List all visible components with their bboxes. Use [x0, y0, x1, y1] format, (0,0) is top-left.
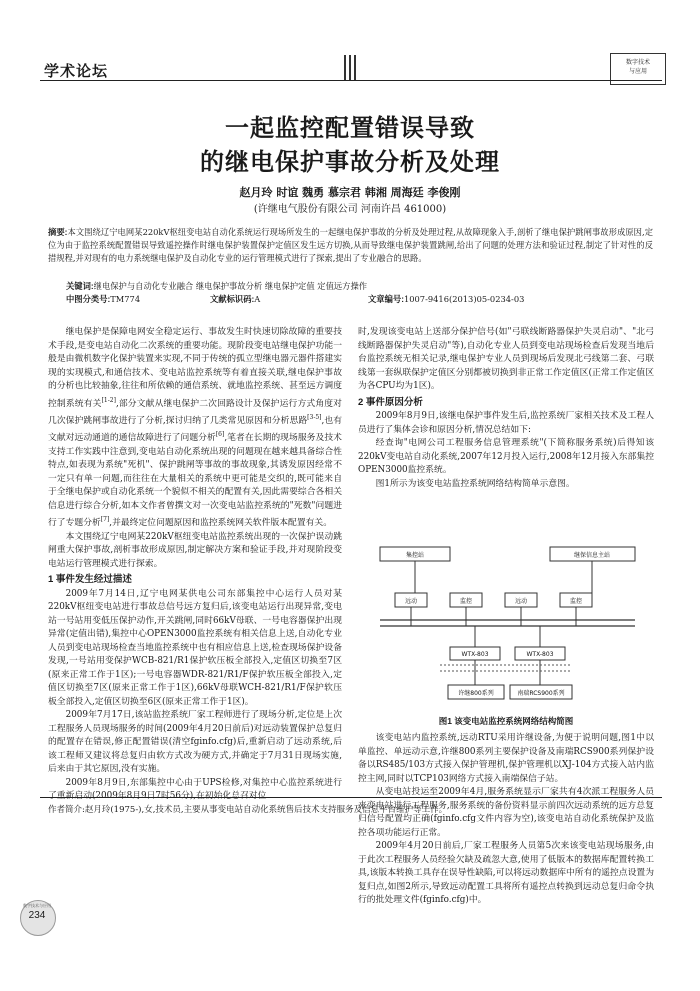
article-id-value: 1007-9416(2013)05-0234-03: [403, 294, 525, 304]
page-badge-text: 数字技术与应用: [23, 903, 51, 908]
intro-text-5: ,并最终定位问题原因和监控系统网关软件版本配置有关。: [109, 518, 333, 529]
left-column: [48, 326, 342, 804]
section-heading-1: 1 事件发生经过描述: [48, 574, 132, 586]
xj800-label: 许继800系列: [458, 690, 494, 697]
header-divider-bars: [344, 55, 360, 81]
paragraph: 2009年8月9日,该继电保护事件发生后,监控系统厂家相关技术及工程人员进行了集体会诊和原因分析,情况总结如下:: [358, 411, 654, 435]
intro-text-1: 继电保护是保障电网安全稳定运行、事故发生时快速切除故障的重要技术手段,是变电站自动化二次系统的重要功能。现阶段变电站继电保护功能一般是由微机数字化保护装置来实现,不同于传统的孤立型继电器元器件搭建实现的实现模式,和通信技术、变电站监控系统等有着直接关联,继电保护事故的分析也比较抽象,往往和所依赖的通信系统、就地监控系统、甚至远方调度控制系统有关: [48, 327, 342, 409]
paragraph: 从变电站投运至2009年4月,服务系统显示厂家共有4次派工程服务人员来变电站进行工程服务,服务系统的备份资料显示前四次远动系统的远方总复归信号配置均正确(fginfo.cfg文件内容为空),该变电站自动化系统保护及监控各项功能运行正常。: [358, 787, 654, 838]
intro-text-4: ,笔者在长期的现场服务及技术支持工作实践中注意到,变电站自动化系统出现的问题现在越来越具备综合性特点,如表现为系统"死机"、保护跳闸等事故的事故现象,其诱发原因经常不一定只有单一问题,而往往在大量相关的系统中更可能是交织的,既可能来自于全继电保护或自动化系统一个貌似不相关的配置有关,因此需要综合各相关信息进行综合分析,如本文作者曾撰文对一次变电站监控系统的"死数"问题进行了专题分析: [48, 433, 342, 529]
network-diagram: [370, 545, 645, 708]
abstract: [48, 226, 653, 265]
abstract-text: 本文围绕辽宁电网某220kV枢纽变电站自动化系统运行现场所发生的一起继电保护事故的分析及处理过程,从故障现象入手,剖析了继电保护跳闸事故形成原因,定位为由于监控系统配置错误导致遥控操作时继电保护装置保护定值区发生远方切换,从而导致继电保护装置跳闸,给出了问题的处理方法和验证过程,制定了针对性的反措规程,并对现有的电力系统继电保护及自动化专业的运行管理模式进行了探索,提出了专业融合的思路。: [48, 227, 653, 263]
switch-label-2: WTX-803: [526, 651, 554, 658]
doc-value: A: [254, 294, 261, 304]
monitor-label-1: 监控: [459, 598, 473, 605]
paragraph: 图1所示为该变电站监控系统网络结构简单示意图。: [375, 478, 575, 489]
title-line-2: 的继电保护事故分析及处理: [200, 147, 500, 176]
right-column-lower: [358, 732, 654, 908]
doc-label: 文献标识码:: [210, 294, 255, 304]
clc-code: [66, 293, 140, 305]
affiliation: (许继电气股份有限公司 河南许昌 461000): [253, 204, 447, 215]
paragraph: 2009年4月20日前后,厂家工程服务人员第5次来该变电站现场服务,由于此次工程服务人员经验欠缺及疏忽大意,使用了低版本的数据库配置转换工具,该版本转换工具存在误导性缺陷,可以将远动数据库中所有的遥控点设置为复归点,如图2所示,导致远动配置工具将所有遥控点转换到远动总复归命令执行的批处理文件(fginfo.cfg)中。: [358, 841, 654, 905]
logo-bottom-text: 与应用: [628, 68, 647, 75]
relay-master-label: 继保信息主站: [573, 552, 611, 559]
page-number: 234: [28, 910, 46, 921]
author-note: 作者简介:赵月玲(1975-),女,技术员,主要从事变电站自动化系统售后技术支持服务及信息平台维护等工作。: [48, 805, 448, 815]
intro-text-3: ,也有文献对远动通道的通信故障进行了问题分析: [48, 415, 342, 444]
paragraph: 本文围绕辽宁电网某220kV枢纽变电站监控系统出现的一次保护误动跳闸重大保护事故,剖析事故形成原因,制定解决方案和验证手段,并对现阶段变电站运行管理模式进行探索。: [48, 531, 342, 569]
abstract-label: 摘要:: [48, 227, 68, 237]
monitor-label-2: 监控: [569, 598, 583, 605]
rtu-label-1: 远动: [404, 598, 418, 605]
paragraph: 2009年8月9日,东部集控中心由于UPS检修,对集控中心监控系统进行: [65, 777, 342, 788]
switch-label-1: WTX-803: [461, 651, 489, 658]
right-column: [358, 326, 654, 491]
clc-value: TM774: [110, 294, 141, 304]
section-title: 学术论坛: [44, 63, 109, 80]
rtu-label-2: 远动: [514, 598, 528, 605]
citation-ref: [1-2]: [101, 396, 116, 404]
clc-label: 中图分类号:: [66, 294, 111, 304]
keywords: [66, 280, 656, 292]
citation-ref: [3-5]: [307, 413, 322, 421]
citation-ref: [6]: [215, 431, 225, 439]
header-rule: [40, 80, 662, 81]
article-id: [368, 293, 524, 305]
logo-top-text: 数字技术: [625, 59, 650, 66]
figure-caption: 图1 该变电站监控系统网络结构简图: [438, 716, 574, 726]
intro-text-2: ,部分文献从继电保护二次回路设计及保护运行方式角度对几次保护跳闸事故进行了分析,探讨归纳了几类常见原因和分析思路: [48, 398, 342, 426]
paragraph: 2009年7月14日,辽宁电网某供电公司东部集控中心运行人员对某220kV枢纽变电站进行事故总信号远方复归后,该变电站运行出现异常,变电站一号站用变低压保护动作,开关跳闸,同时66kV母联、一号电容器保护出现异常(定值出错),集控中心OPEN3000监控系统有相关信息上送,自动化专业人员到变电站现场检查当地监控系统中也有相应信息上送,检查现场保护设备发现,一号站用变保护WCB-821/R1保护软压板全部投入,定值区切换至7区(原来正常工作于1区);一号电容器WDR-821/R1/F保护软压板全部投入,定值区切换至7区(原来正常工作于1区),66kV母联WCH-821/R1/F保护软压板全部投入,定值区切换至6区(原来正常工作于1区)。: [48, 588, 342, 707]
paragraph: 时,发现该变电站上送部分保护信号(如"弓联线断路器保护失灵启动"、"北弓线断路器保护失灵启动"等),自动化专业人员到变电站现场检查后发现当地后台监控系统无相关记录,继电保护专业人员到现场后发现北弓线第二套、弓联线第一套纵联保护定值区分别都被切换到非正常工作定值区(正常工作定值区为各CPU均为1区)。: [358, 327, 654, 391]
article-id-label: 文章编号:: [368, 294, 404, 304]
citation-ref: [7]: [100, 516, 110, 524]
control-center-label: 集控站: [405, 552, 425, 559]
authors: 赵月玲 时谊 魏勇 慕宗君 韩湘 周海廷 李俊刚: [239, 186, 461, 199]
keywords-label: 关键词:: [66, 281, 94, 291]
paragraph-intro: [48, 326, 342, 531]
section-heading-2: 2 事件原因分析: [358, 396, 423, 408]
keywords-text: 继电保护与自动化专业融合 继电保护事故分析 继电保护定值 定值远方操作: [93, 281, 368, 291]
doc-code: [210, 293, 260, 305]
paragraph: 经查询"电网公司工程服务信息管理系统"(下简称服务系统)后得知该220kV变电站自动化系统,2007年12月投入运行,2008年12月接入东部集控OPEN3000监控系统。: [358, 438, 654, 475]
rcs900-label: 南瑞RCS900系列: [517, 690, 565, 697]
title-line-1: 一起监控配置错误导致: [225, 113, 475, 142]
paragraph: 该变电站内监控系统,远动RTU采用许继设备,为便于说明问题,图1中以单监控、单远动示意,许继800系列主要保护设备及南瑞RCS900系列保护设备以RS485/103方式接入保护管理机,保护管理机以XJ-104方式接入站内监控主网,同时以TCP103网络方式接入南端保信子站。: [358, 733, 654, 784]
paragraph: 2009年7月17日,该站监控系统厂家工程师进行了现场分析,定位是上次工程服务人员现场服务的时间(2009年4月20日前后)对远动装置保护总复归的配置存在错误,修正配置错误(清空fginfo.cfg)后,重新启动了远动系统,后该工程师又建议将总复归由软方式改为硬方式,并确定于7月31日现场实施,后来由于其它原因,没有实施。: [48, 710, 342, 775]
footer-rule: [40, 797, 662, 798]
